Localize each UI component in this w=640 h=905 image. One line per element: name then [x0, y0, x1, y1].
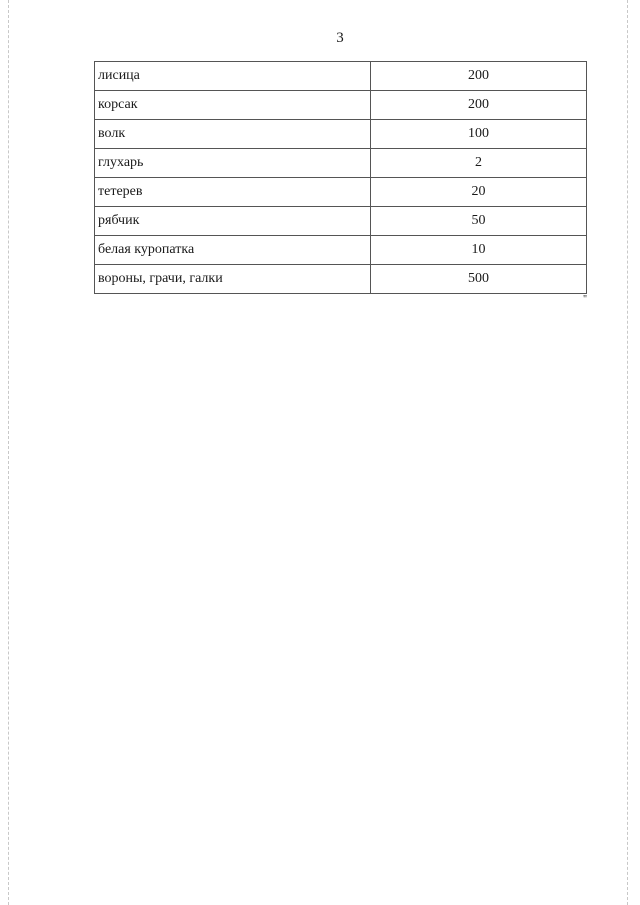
table-row — [95, 62, 587, 91]
species-quantity: 2 — [371, 149, 587, 178]
species-name: белая куропатка — [95, 236, 371, 265]
page-number: 3 — [336, 30, 344, 46]
table-row — [95, 265, 587, 294]
species-name: рябчик — [95, 207, 371, 236]
species-name: тетерев — [95, 178, 371, 207]
species-name: лисица — [95, 62, 371, 91]
species-quantity: 50 — [371, 207, 587, 236]
left-edge-line — [8, 0, 9, 905]
table-row — [95, 178, 587, 207]
species-quantity: 10 — [371, 236, 587, 265]
quota-table — [94, 61, 587, 294]
species-name: вороны, грачи, галки — [95, 265, 371, 294]
species-name: глухарь — [95, 149, 371, 178]
species-quantity: 200 — [371, 62, 587, 91]
closing-quote-mark: " — [583, 294, 588, 305]
species-quantity: 200 — [371, 91, 587, 120]
table-row — [95, 236, 587, 265]
species-quantity: 20 — [371, 178, 587, 207]
table-row — [95, 149, 587, 178]
species-name: корсак — [95, 91, 371, 120]
table-row — [95, 91, 587, 120]
table-row — [95, 120, 587, 149]
right-edge-line — [627, 0, 628, 905]
species-quantity: 500 — [371, 265, 587, 294]
table-row — [95, 207, 587, 236]
species-quantity: 100 — [371, 120, 587, 149]
species-name: волк — [95, 120, 371, 149]
